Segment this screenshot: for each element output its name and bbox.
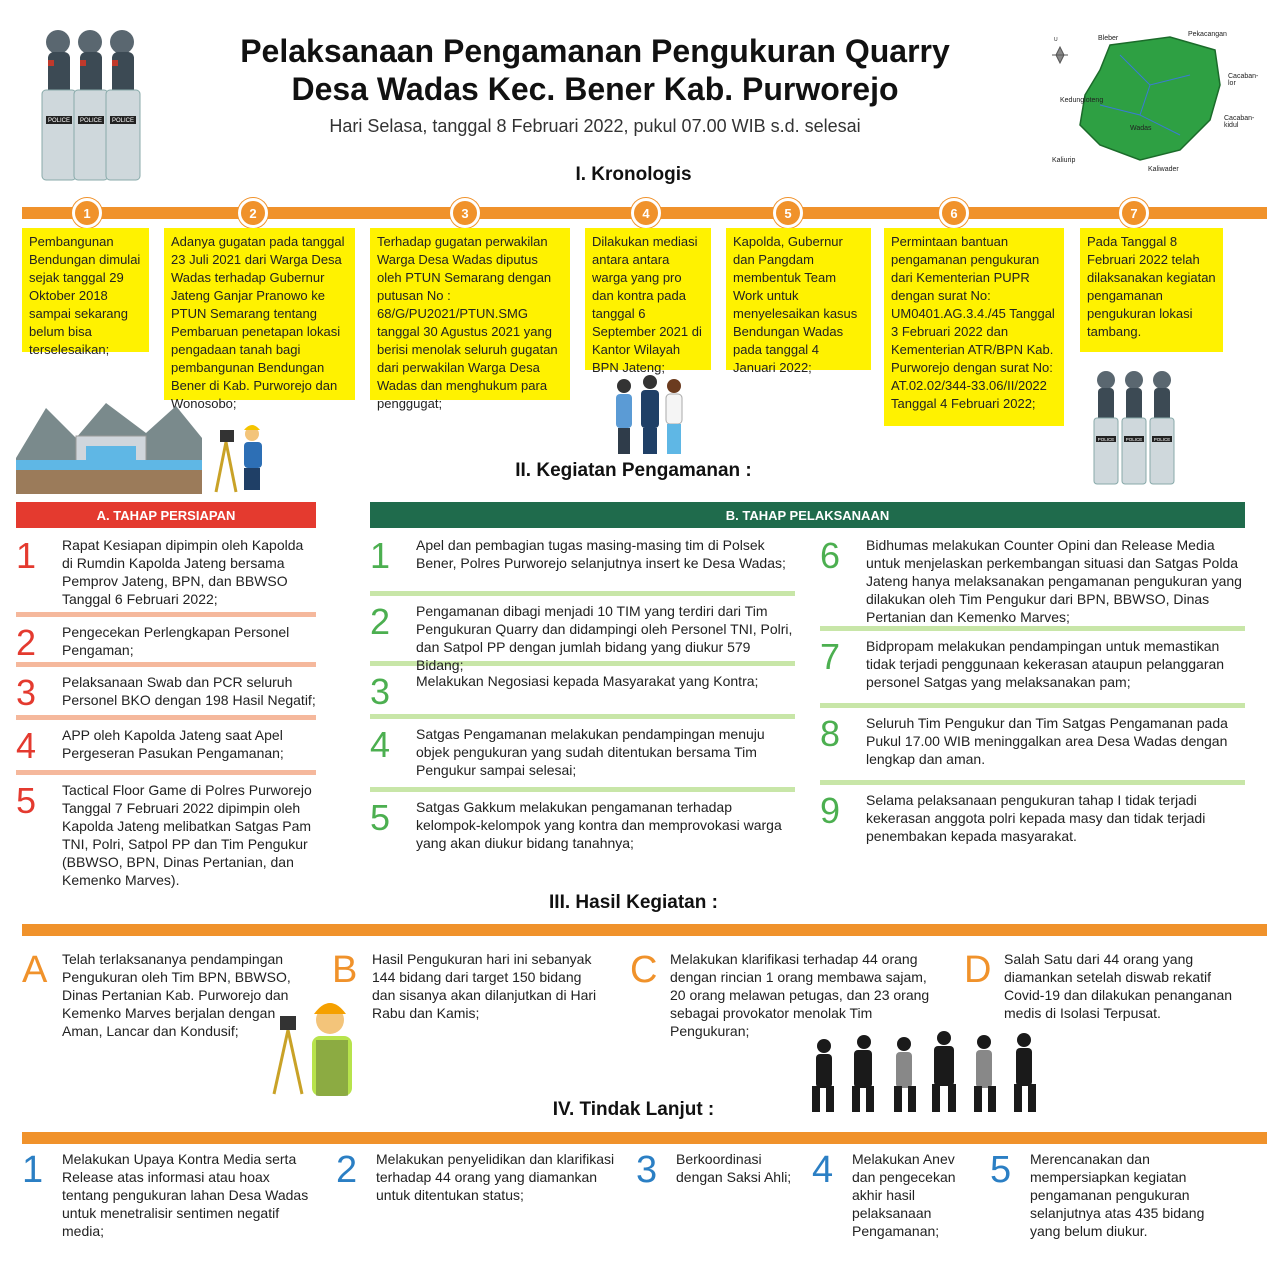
item-number: 9 (820, 790, 841, 831)
title-line-1: Pelaksanaan Pengamanan Pengukuran Quarry (240, 33, 950, 69)
map-label: Pekacangan (1188, 31, 1227, 38)
pelaksanaan-item (820, 708, 1245, 780)
item-number: 1 (22, 1149, 44, 1191)
item-number: 5 (990, 1149, 1012, 1191)
police-label: POLICE (111, 118, 135, 124)
item-number: 1 (16, 535, 37, 576)
kronologis-box: Kapolda, Gubernur dan Pangdam membentuk Team Work untuk menyelesaikan kasus Bendungan Wadas pada tanggal 4 Januari 2022; (726, 228, 871, 370)
police-label: POLICE (1125, 437, 1143, 442)
tindak-item (636, 1150, 796, 1190)
item-text: Melakukan penyelidikan dan klarifikasi terhadap 44 orang yang diamankan untuk ditentukan status; (376, 1151, 615, 1203)
kronologis-box: Adanya gugatan pada tanggal 23 Juli 2021 dari Warga Desa Wadas terhadap Gubernur Jateng Ganjar Pranowo ke PTUN Semarang tentang Pembaruan penetapan lokasi pengadaan tanah bagi pembangunan Bendungan Bener di Kab. Purworejo dan Wonosobo; (164, 228, 355, 400)
item-text: Rapat Kesiapan dipimpin oleh Kapolda di Rumdin Kapolda Jateng bersama Pemprov Jateng, BPN, dan BBWSO Tanggal 6 Februari 2022; (62, 537, 304, 607)
item-letter: B (332, 949, 358, 991)
map-label: Kaliwader (1148, 166, 1179, 173)
item-number: 5 (370, 797, 391, 838)
pelaksanaan-item (370, 719, 795, 787)
section-tindak-title: IV. Tindak Lanjut : (552, 1099, 715, 1120)
tindak-item (22, 1150, 312, 1240)
item-letter: C (630, 949, 658, 991)
pelaksanaan-item (370, 536, 795, 591)
item-text: Pengecekan Perlengkapan Personel Pengaman; (62, 624, 290, 658)
map-label: Kedungloteng (1060, 97, 1104, 104)
item-text: APP oleh Kapolda Jateng saat Apel Pergeseran Pasukan Pengamanan; (62, 727, 284, 761)
pelaksanaan-item (820, 785, 1245, 845)
item-number: 6 (820, 535, 841, 576)
item-text: Telah terlaksananya pendampingan Pengukuran oleh Tim BPN, BBWSO, Dinas Pertanian Kab. Purworejo dan Kemenko Marves berjalan dengan Aman, Lancar dan Kondusif; (62, 951, 291, 1039)
pelaksanaan-item (370, 596, 795, 673)
kronologis-box: Terhadap gugatan perwakilan Warga Desa Wadas diputus oleh PTUN Semarang dengan putusan No : 68/G/PU2021/PTUN.SMG tanggal 30 Agustus 2021 yang berisi menolak seluruh gugatan dari perwakilan Warga Desa Wadas dan menghukum para penggugat; (370, 228, 570, 400)
timeline-marker: 6 (939, 198, 969, 228)
hasil-bar (22, 924, 1267, 936)
item-text: Bidpropam melakukan pendampingan untuk memastikan tidak terjadi penggunaan kekerasan ataupun pelanggaran personel Satgas yang melaksanakan pam; (866, 638, 1225, 690)
tindak-bar (22, 1132, 1267, 1144)
pelaksanaan-list-left (370, 536, 795, 852)
item-text: Salah Satu dari 44 orang yang diamankan setelah diswab rekatif Covid-19 dan dilakukan penanganan medis di Isolasi Terpusat. (1004, 951, 1233, 1021)
map-label: Cacaban-kidul (1224, 115, 1255, 129)
item-number: 3 (370, 671, 391, 712)
tindak-item (336, 1150, 616, 1204)
item-number: 4 (370, 724, 391, 765)
item-text: Satgas Pengamanan melakukan pendampingan menuju objek pengukuran yang sudah ditentukan bersama Tim Pengukur sampai selesai; (416, 726, 765, 778)
item-number: 5 (16, 780, 37, 821)
item-number: 2 (16, 622, 37, 663)
item-number: 2 (336, 1149, 358, 1191)
persiapan-list (16, 536, 316, 889)
item-text: Melakukan Anev dan pengecekan akhir hasil pelaksanaan Pengamanan; (852, 1151, 956, 1239)
section-hasil-title: III. Hasil Kegiatan : (549, 892, 718, 913)
map-north: U (1054, 37, 1058, 43)
kronologis-box: Pada Tanggal 8 Februari 2022 telah dilaksanakan kegiatan pengamanan pengukuran lokasi tambang. (1080, 228, 1223, 352)
title-line-2: Desa Wadas Kec. Bener Kab. Purworejo (291, 71, 899, 107)
persiapan-header: A. TAHAP PERSIAPAN (16, 502, 316, 528)
item-text: Seluruh Tim Pengukur dan Tim Satgas Pengamanan pada Pukul 17.00 WIB meninggalkan area Desa Wadas dengan lengkap dan aman. (866, 715, 1228, 767)
surveyor-icon (212, 420, 274, 494)
hasil-item (964, 950, 1244, 1022)
item-letter: D (964, 949, 992, 991)
item-text: Melakukan klarifikasi terhadap 44 orang dengan rincian 1 orang membawa sajam, 20 orang melawan petugas, dan 23 orang sebagai provokator menolak Tim Pengukuran; (670, 951, 930, 1039)
persiapan-item (16, 667, 316, 715)
item-number: 4 (16, 725, 37, 766)
item-text: Apel dan pembagian tugas masing-masing tim di Polsek Bener, Polres Purworejo selanjutnya insert ke Desa Wadas; (416, 537, 786, 571)
timeline-marker: 2 (238, 198, 268, 228)
item-text: Hasil Pengukuran hari ini sebanyak 144 bidang dari target 150 bidang dan sisanya akan dilanjutkan di Hari Rabu dan Kamis; (372, 951, 597, 1021)
item-number: 1 (370, 535, 391, 576)
persiapan-item (16, 720, 316, 770)
timeline-marker: 7 (1119, 198, 1149, 228)
pelaksanaan-list-right (820, 536, 1245, 845)
pelaksanaan-item (370, 666, 795, 714)
page-title (160, 32, 1030, 108)
mediation-illustration (606, 372, 692, 456)
item-text: Melakukan Negosiasi kepada Masyarakat yang Kontra; (416, 673, 759, 689)
item-letter: A (22, 949, 48, 991)
pelaksanaan-item (820, 631, 1245, 703)
persiapan-item (16, 536, 316, 612)
tindak-item (812, 1150, 962, 1240)
timeline-marker: 3 (450, 198, 480, 228)
kronologis-box: Permintaan bantuan pengamanan pengukuran dari Kementerian PUPR dengan surat No: UM0401.AG.3.4./45 Tanggal 3 Februari 2022 dan Kementerian ATR/BPN Kab. Purworejo dengan surat No: AT.02.02/344-33.06/II/2022 Tanggal 4 Februari 2022; (884, 228, 1064, 426)
item-number: 3 (636, 1149, 658, 1191)
map-label: Wadas (1130, 125, 1152, 132)
section-kronologis-title: I. Kronologis (575, 164, 692, 185)
map-label: Kaliurip (1052, 157, 1076, 164)
police-label: POLICE (47, 118, 71, 124)
kronologis-box: Pembangunan Bendungan dimulai sejak tanggal 29 Oktober 2018 sampai sekarang belum bisa terselesaikan; (22, 228, 149, 352)
village-map (1040, 25, 1259, 185)
page-subtitle: Hari Selasa, tanggal 8 Februari 2022, pukul 07.00 WIB s.d. selesai (329, 116, 861, 136)
item-number: 4 (812, 1149, 834, 1191)
surveyor-woman-illustration (266, 990, 376, 1096)
item-text: Selama pelaksanaan pengukuran tahap I tidak terjadi kekerasan anggota polri kepada masy dan tidak terjadi penembakan kepada masyarakat. (866, 792, 1206, 844)
persiapan-item (16, 617, 316, 662)
timeline-marker: 5 (773, 198, 803, 228)
item-text: Pelaksanaan Swab dan PCR seluruh Personel BKO dengan 198 Hasil Negatif; (62, 674, 316, 708)
item-text: Berkoordinasi dengan Saksi Ahli; (676, 1151, 792, 1185)
item-number: 8 (820, 713, 841, 754)
police-label: POLICE (79, 118, 103, 124)
timeline-marker: 1 (72, 198, 102, 228)
map-label: Bleber (1098, 35, 1119, 42)
police-label: POLICE (1097, 437, 1115, 442)
kronologis-box: Dilakukan mediasi antara antara warga yang pro dan kontra pada tanggal 6 September 2021 di Kantor Wilayah BPN Jateng; (585, 228, 711, 370)
tindak-item (990, 1150, 1210, 1240)
pelaksanaan-item (370, 792, 795, 852)
item-number: 2 (370, 601, 391, 642)
pelaksanaan-item (820, 536, 1245, 626)
item-number: 7 (820, 636, 841, 677)
timeline-marker: 4 (631, 198, 661, 228)
item-text: Melakukan Upaya Kontra Media serta Release atas informasi atau hoax tentang pengukuran lahan Desa Wadas untuk menetralisir sentimen negatif media; (62, 1151, 309, 1239)
item-text: Satgas Gakkum melakukan pengamanan terhadap kelompok-kelompok yang kontra dan memprovokasi warga yang akan diukur bidang tanahnya; (416, 799, 782, 851)
item-text: Merencanakan dan mempersiapkan kegiatan pengamanan pengukuran selanjutnya atas 435 bidang yang belum diukur. (1030, 1151, 1205, 1239)
item-text: Bidhumas melakukan Counter Opini dan Release Media untuk menjelaskan perkembangan situasi dan Satgas Polda Jateng hanya melaksanakan pengamanan pengukuran yang dilakukan oleh Tim Pengukur dari BPN, BBWSO, Dinas Pertanian dan Kemenko Marves; (866, 537, 1242, 625)
item-text: Pengamanan dibagi menjadi 10 TIM yang terdiri dari Tim Pengukuran Quarry dan didampingi oleh Personel TNI, Polri, dan Satpol PP dengan jumlah bidang yang diukur 579 Bidang; (416, 603, 793, 673)
pelaksanaan-header: B. TAHAP PELAKSANAAN (370, 502, 1245, 528)
persiapan-item (16, 775, 316, 889)
police-label: POLICE (1153, 437, 1171, 442)
item-text: Tactical Floor Game di Polres Purworejo Tanggal 7 Februari 2022 dipimpin oleh Kapolda Jateng melibatkan Satgas Pam TNI, Polri, Satpol PP dan Tim Pengukur (BBWSO, BPN, Dinas Pertanian, dan Kemenko Marves). (62, 782, 312, 888)
section-kegiatan-title: II. Kegiatan Pengamanan : (515, 460, 752, 481)
item-number: 3 (16, 672, 37, 713)
map-label: Cacaban-lor (1228, 73, 1259, 87)
